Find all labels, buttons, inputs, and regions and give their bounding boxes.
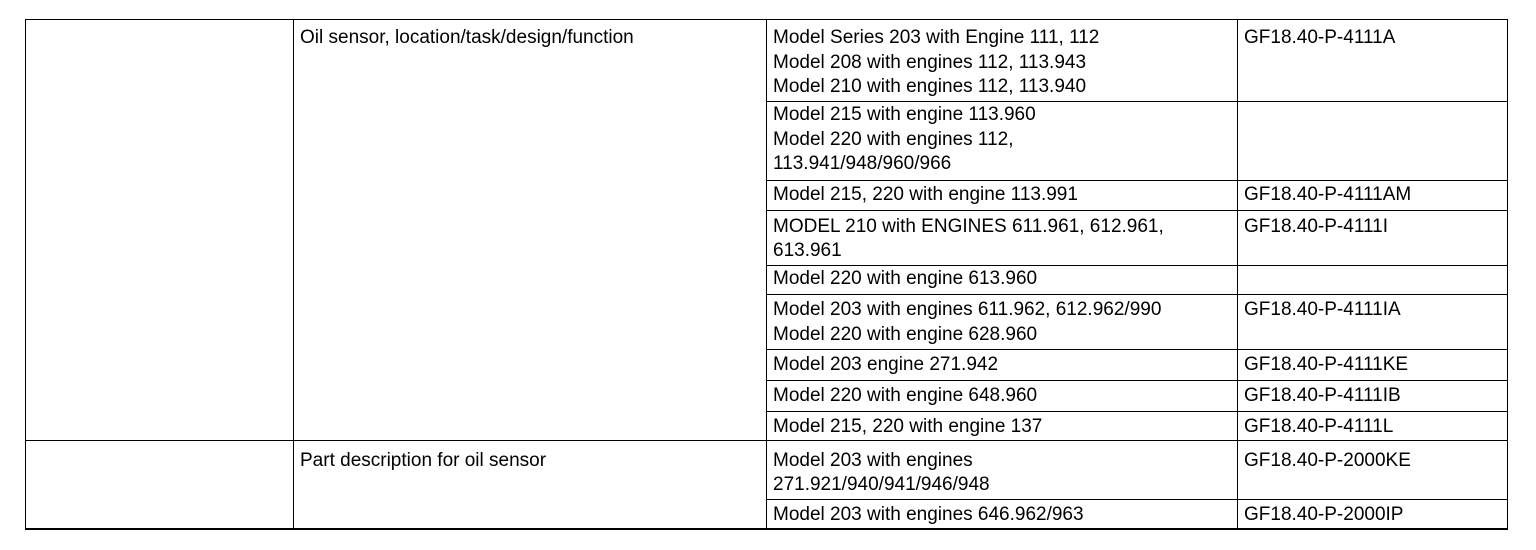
document-reference: GF18.40-P-4111I	[1244, 216, 1388, 237]
model-line: Model 215 with engine 113.960	[773, 104, 1036, 125]
entry-divider	[767, 180, 1508, 181]
model-line: 613.961	[773, 240, 842, 261]
model-line: Model 215, 220 with engine 113.991	[773, 184, 1078, 205]
document-reference: GF18.40-P-2000KE	[1244, 450, 1411, 471]
model-line: Model 203 with engines 646.962/963	[773, 504, 1084, 525]
document-reference: GF18.40-P-4111A	[1244, 27, 1396, 48]
model-line: Model 203 engine 271.942	[773, 354, 999, 375]
oil-sensor-reference-table	[25, 19, 1508, 530]
model-line: 113.941/948/960/966	[773, 153, 952, 174]
entry-divider	[767, 380, 1508, 381]
entry-divider	[767, 265, 1508, 266]
column-divider-3	[1237, 19, 1238, 530]
entry-divider	[767, 349, 1508, 350]
document-reference: GF18.40-P-4111AM	[1244, 184, 1412, 205]
model-line: Model 220 with engines 112,	[773, 129, 1014, 150]
table-right-border	[1507, 19, 1508, 530]
model-line: MODEL 210 with ENGINES 611.961, 612.961,	[773, 216, 1164, 237]
document-reference: GF18.40-P-4111IB	[1244, 385, 1401, 406]
entry-divider	[767, 101, 1508, 102]
model-line: 271.921/940/941/946/948	[773, 474, 990, 495]
column-divider-2	[766, 19, 767, 530]
column-divider-1	[293, 19, 294, 530]
document-reference: GF18.40-P-4111IA	[1244, 299, 1401, 320]
model-line: Model 210 with engines 112, 113.940	[773, 76, 1087, 97]
model-line: Model 203 with engines 611.962, 612.962/990	[773, 299, 1162, 320]
topic-oil-sensor-function: Oil sensor, location/task/design/function	[300, 27, 634, 48]
entry-divider	[767, 210, 1508, 211]
model-line: Model 220 with engine 628.960	[773, 324, 1038, 345]
table-left-border	[25, 19, 26, 530]
topic-part-description: Part description for oil sensor	[300, 450, 547, 471]
document-reference: GF18.40-P-4111L	[1244, 416, 1394, 437]
entry-divider	[767, 294, 1508, 295]
model-line: Model Series 203 with Engine 111, 112	[773, 27, 1100, 48]
model-line: Model 208 with engines 112, 113.943	[773, 52, 1087, 73]
document-reference: GF18.40-P-2000IP	[1244, 504, 1404, 525]
document-reference: GF18.40-P-4111KE	[1244, 354, 1409, 375]
model-line: Model 215, 220 with engine 137	[773, 416, 1043, 437]
model-line: Model 203 with engines	[773, 450, 973, 471]
entry-divider	[767, 411, 1508, 412]
model-line: Model 220 with engine 613.960	[773, 268, 1038, 289]
model-line: Model 220 with engine 648.960	[773, 385, 1038, 406]
entry-divider	[767, 499, 1508, 500]
